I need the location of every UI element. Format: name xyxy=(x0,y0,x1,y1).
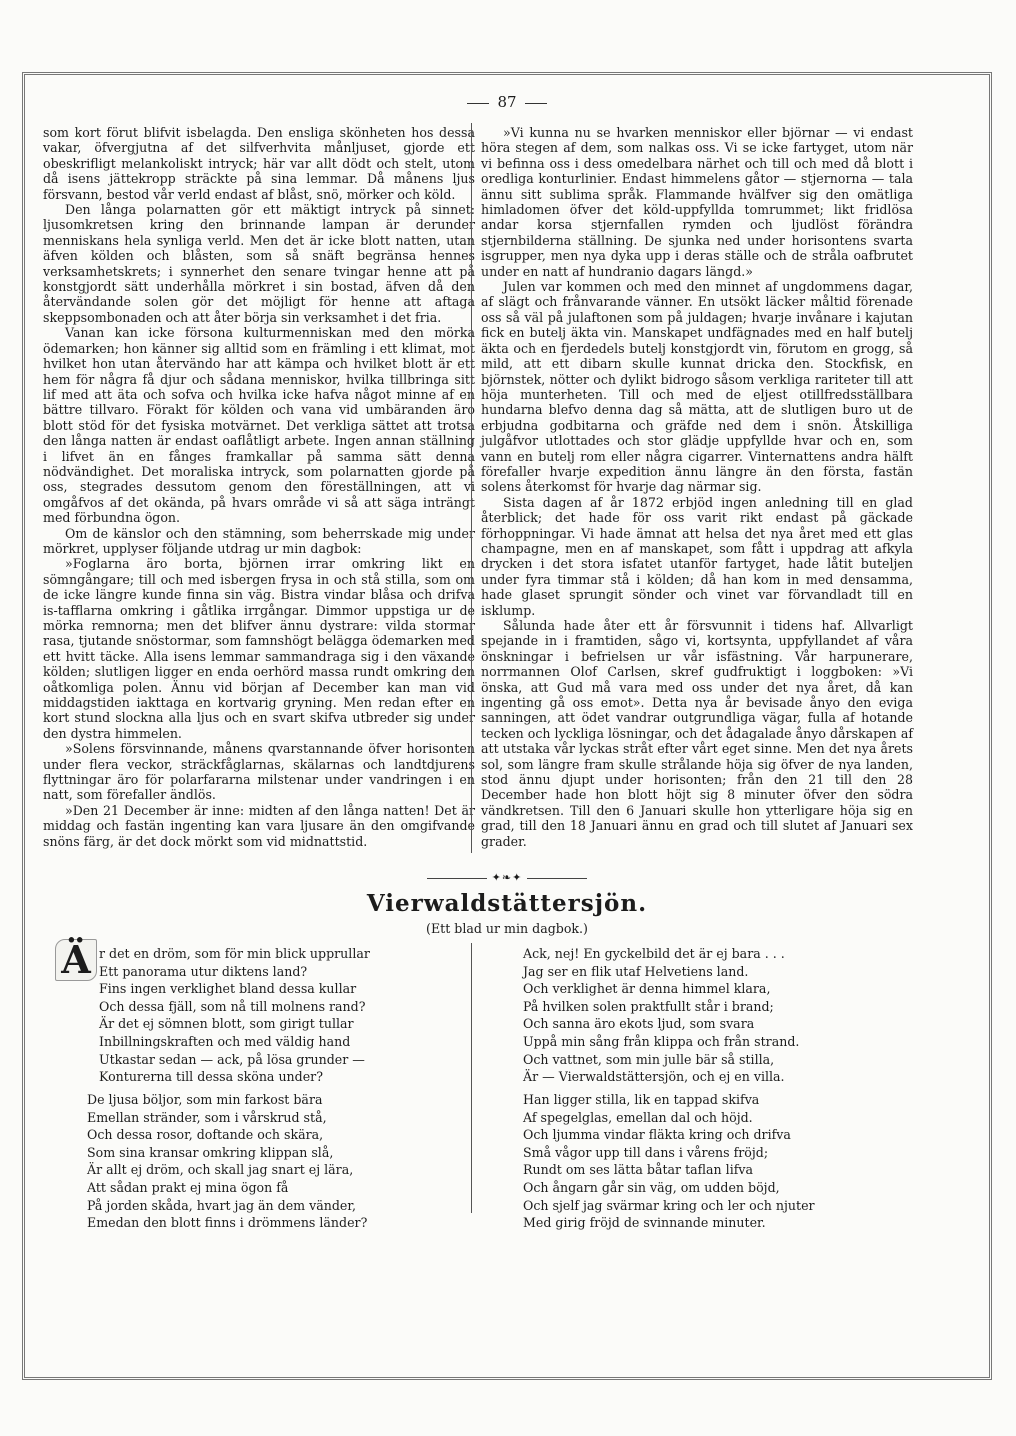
paragraph: »Solens försvinnande, månens qvarstannande öfver horisonten under flera veckor, sträckfåglarnas, skälarnas och landtdjurens flyttningar äro för polarfararna milstenar under vandringen i en natt, som förefaller ändlös. xyxy=(43,741,475,803)
poem-line: Är — Vierwaldstättersjön, och ej en villa. xyxy=(523,1069,785,1085)
paragraph: »Den 21 December är inne: midten af den långa natten! Det är middag och fastän ingenting kan vara ljusare än den omgifvande snöns färg, är det dock mörkt som vid midnattstid. xyxy=(43,802,475,849)
page-frame xyxy=(22,72,992,1380)
poem-line: Att sådan prakt ej mina ögon få xyxy=(87,1179,289,1195)
poem-line: Och ångarn går sin väg, om udden böjd, xyxy=(523,1179,780,1195)
poem-line: Är det ej sömnen blott, som girigt tullar xyxy=(99,1016,354,1032)
paragraph: »Vi kunna nu se hvarken menniskor eller björnar — vi endast höra stegen af dem, som nalkas oss. Vi se icke fartyget, utom när vi befinna oss i dess omedelbara närhet och till och med då blott i oredliga konturlinier. Endast himmelens gåtor — stjernorna — tala ännu sitt sublima språk. Flammande hvälfver sig den omätliga himladomen öfver det köld-uppfyllda tomrummet; likt fridlösa andar korsa stjernfallen rymden och ljudlöst förändra stjernbilderna ställning. De sjunka ned under horisontens svarta isgrupper, men nya dyka upp i deras ställe och de stråla oafbrutet under en natt af hundranio dagars längd.» xyxy=(481,125,913,279)
paragraph: Sålunda hade åter ett år försvunnit i tidens haf. Allvarligt spejande in i framtiden, sågo vi, kortsynta, uppfyllandet af våra önskningar i befrielsen ur vår isfästning. Vår harpunerare, norrmannen Olof Carlsen, skref gudfruktigt i loggboken: »Vi önska, att Gud må vara med oss under det nya året, då kan ingenting gå oss emot». Detta nya år bevisade ånyo den eviga sanningen, att ödet vandrar outgrundliga vägar, fulla af hotande tecken och lyckliga lösningar, och det ådagalade ånyo dårskapen af att utstaka vår lyckas stråt efter vårt eget sinne. Men det nya årets sol, som längre fram skulle strålande höja sig öfver de nya landen, stod ännu djupt under horisonten; från den 21 till den 28 December hade hon blott höjt sig 8 minuter öfver den södra vändkretsen. Till den 6 Januari skulle hon ytterligare höja sig en grad, till den 18 Januari ännu en grad och till slutet af Januari sex grader. xyxy=(481,618,913,849)
poem-line: Och ljumma vindar fläkta kring och drifva xyxy=(523,1127,791,1143)
poem-line: Och sjelf jag svärmar kring och ler och njuter xyxy=(523,1197,815,1213)
poem-line: Små vågor upp till dans i vårens fröjd; xyxy=(523,1144,769,1160)
poem-line: Ack, nej! En gyckelbild det är ej bara . . . xyxy=(523,946,785,961)
poem-line: Ett panorama utur diktens land? xyxy=(99,963,308,979)
poem-stanza-3 xyxy=(523,945,799,1086)
column-divider xyxy=(471,123,472,853)
poem-line: Rundt om ses lätta båtar taflan lifva xyxy=(523,1162,754,1178)
poem-stanza-1 xyxy=(99,945,370,1086)
paragraph: som kort förut blifvit isbelagda. Den ensliga skönheten hos dessa vakar, öfvergjutna af det silfverhvita månljuset, gjorde ett obeskrifligt melankoliskt intryck; här var allt dödt och stelt, utom då isens jättekropp sträckte på sina lemmar. Då månens ljus försvann, bestod vår verld endast af blåst, snö, mörker och köld. xyxy=(43,125,475,202)
paragraph: »Foglarna äro borta, björnen irrar omkring likt en sömngångare; till och med isbergen frysa in och stå stilla, som om de icke längre kunde finna sin väg. Bistra vindar blåsa och drifva is-tafflarna omkring i gåtlika irrgångar. Dimmor uppstiga ur de mörka remnorna; men det blifver ännu dystrare: vilda stormar rasa, tjutande snöstormar, som famnshögt belägga ödemarken med ett hvitt täcke. Alla isens lemmar sammandraga sig i den växande kölden; slutligen ligger en enda oerhörd massa rundt omkring den oåtkomliga polen. Ännu vid början af December kan man vid middagstiden iakttaga en kortvarig gryning. Men redan efter en kort stund slockna alla ljus och en svart skifva utbreder sig under den dystra himmelen. xyxy=(43,556,475,741)
paragraph: Om de känslor och den stämning, som beherrskade mig under mörkret, upplyser följande utdrag ur min dagbok: xyxy=(43,525,475,556)
poem-line: Och vattnet, som min julle bär så stilla, xyxy=(523,1051,775,1067)
poem-line: Jag ser en flik utaf Helvetiens land. xyxy=(523,963,749,979)
paragraph: Den långa polarnatten gör ett mäktigt intryck på sinnet: ljusomkretsen kring den brinnande lampan är derunder menniskans hela synliga verld. Men det är icke blott natten, utan äfven kölden och blåsten, som så snäft begränsa hennes verksamhetskrets; i synnerhet den senare tvingar henne att på konstgjordt sätt underhålla mörkret i sin bostad, äfven då den återvändande solen gör det möjligt för henne att aftaga skeppsombonaden och att åter börja sin verksamhet i det fria. xyxy=(43,202,475,325)
poem-line: Som sina kransar omkring klippan slå, xyxy=(87,1144,334,1160)
drop-cap: Ä xyxy=(55,939,97,981)
poem-column-divider xyxy=(471,943,472,1213)
poem-line: Emedan den blott finns i drömmens länder? xyxy=(87,1215,368,1231)
poem-line: Och sanna äro ekots ljud, som svara xyxy=(523,1016,755,1032)
poem-line: Inbillningskraften och med väldig hand xyxy=(99,1033,351,1049)
section-ornament: ✦❧✦ xyxy=(25,871,989,884)
poem-line: Och dessa fjäll, som nå till molnens rand? xyxy=(99,998,366,1014)
poem-line: Och dessa rosor, doftande och skära, xyxy=(87,1127,324,1143)
poem-stanza-4 xyxy=(523,1091,815,1232)
paragraph: Julen var kommen och med den minnet af ungdommens dagar, af slägt och frånvarande vänner. En utsökt läcker måltid förenade oss så väl på julaftonen som på juldagen; hvarje invånare i kajutan fick en butelj äkta vin. Manskapet undfägnades med en half butelj äkta och en fjerdedels butelj konstgjordt vin, förutom en grogg, så mild, att ett dibarn skulle kunnat dricka den. Stockfisk, en björnstek, nötter och dylikt bidrogo såsom verkliga rariteter till att höja munterheten. Till och med de eljest otillfredsställbara hundarna blefvo denna dag så mätta, att de slutligen buro ut de erbjudna godbitarna och gräfde ned dem i snön. Åtskilliga julgåfvor utlottades och stor glädje uppfyllde hvar och en, som vann en butelj rom eller några cigarrer. Vinternattens andra hälft förefaller hvarje expedition ännu längre än den första, fastän solens återkomst för hvarje dag närmar sig. xyxy=(481,279,913,495)
poem-line: Utkastar sedan — ack, på lösa grunder — xyxy=(99,1051,365,1067)
poem-line: Han ligger stilla, lik en tappad skifva xyxy=(523,1092,760,1107)
poem-line: Konturerna till dessa sköna under? xyxy=(99,1069,323,1085)
poem-line: Uppå min sång från klippa och från strand. xyxy=(523,1033,800,1049)
page-number: 87 xyxy=(25,93,989,111)
paragraph: Sista dagen af år 1872 erbjöd ingen anledning till en glad återblick; det hade för oss varit rikt endast på gäckade förhoppningar. Vi hade ämnat att helsa det nya året med ett glas champagne, men en af manskapet, som fått i uppdrag att afkyla drycken i det stora isfatet utanför fartyget, hade låtit buteljen under fyra timmar stå i kölden; då han kom in med densamma, hade glaset sprungit sönder och vinet var förvandladt till en isklump. xyxy=(481,494,913,618)
left-column xyxy=(43,125,475,849)
poem-line: Och verklighet är denna himmel klara, xyxy=(523,981,771,997)
poem-line: De ljusa böljor, som min farkost bära xyxy=(87,1092,323,1107)
poem-line: Emellan stränder, som i vårskrud stå, xyxy=(87,1109,327,1125)
poem-line: Är allt ej dröm, och skall jag snart ej lära, xyxy=(87,1162,354,1178)
poem-stanza-2 xyxy=(87,1091,367,1232)
right-column xyxy=(481,125,913,849)
poem-line: r det en dröm, som för min blick upprullar xyxy=(99,946,370,961)
poem-title: Vierwaldstättersjön. xyxy=(366,890,648,917)
poem-line: Af spegelglas, emellan dal och höjd. xyxy=(523,1109,753,1125)
poem-line: Fins ingen verklighet bland dessa kullar xyxy=(99,981,357,997)
poem-line: På hvilken solen praktfullt står i brand; xyxy=(523,998,774,1014)
poem-subtitle: (Ett blad ur min dagbok.) xyxy=(426,921,588,936)
paragraph: Vanan kan icke försona kulturmenniskan med den mörka ödemarken; hon känner sig alltid som en främling i ett klimat, mot hvilket hon utan återvändo har att kämpa och hvilket blott är ett hem för några få djur och sådana menniskor, hvilka tillbringa sitt lif med att äta och sofva och hvilka icke hafva något minne af en bättre tillvaro. Förakt för kölden och vana vid umbäranden äro blott stöd för det fysiska motvärnet. Det verkliga sättet att trotsa den långa natten är endast oaflåtligt arbete. Ingen annan ställning i lifvet än en fånges framkallar på samma sätt denna nödvändighet. Det moraliska intryck, som polarnatten gjorde på oss, stegrades dessutom genom den föreställningen, att vi omgåfvos af det okända, på hvars område vi så att säga inträngt med förbundna ögon. xyxy=(43,325,475,526)
poem-line: På jorden skåda, hvart jag än dem vänder, xyxy=(87,1197,356,1213)
poem-line: Med girig fröjd de svinnande minuter. xyxy=(523,1215,766,1231)
